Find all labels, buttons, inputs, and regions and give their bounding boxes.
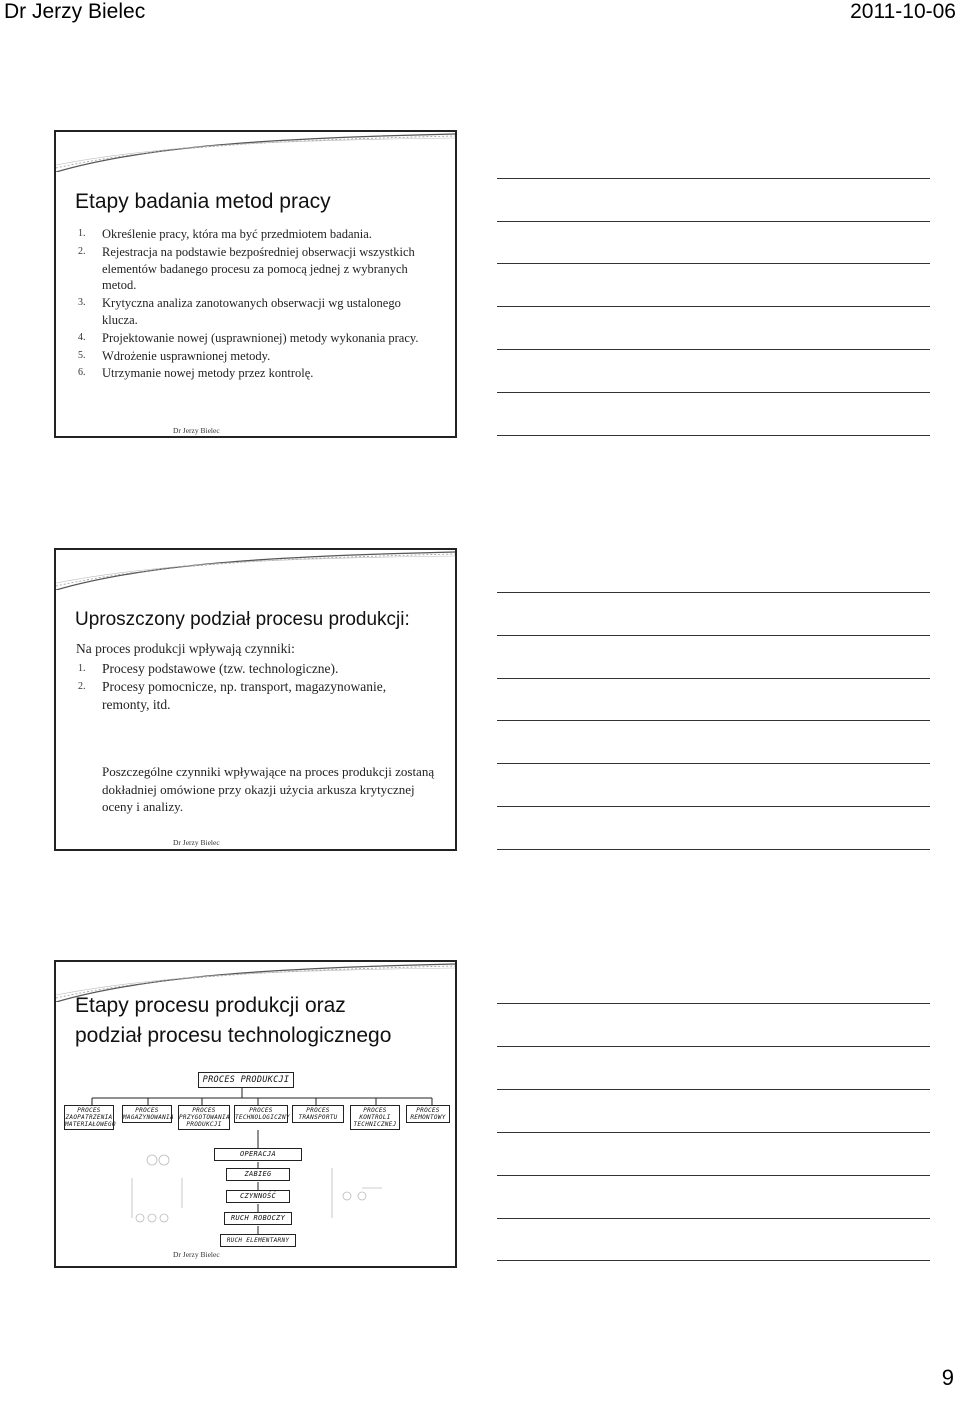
note-line: [497, 392, 930, 393]
note-line: [497, 635, 930, 636]
note-line: [497, 1218, 930, 1219]
note-line: [497, 1089, 930, 1090]
slide-1: [54, 130, 457, 438]
list-text: Wdrożenie usprawnionej metody.: [102, 348, 271, 363]
note-line: [497, 263, 930, 264]
list-item: [78, 244, 435, 294]
note-line: [497, 806, 930, 807]
note-line: [497, 178, 930, 179]
list-item: [78, 365, 435, 382]
note-line: [497, 1003, 930, 1004]
diagram-box-ruch-roboczy: RUCH ROBOCZY: [224, 1212, 292, 1225]
note-line: [497, 678, 930, 679]
note-line: [497, 306, 930, 307]
list-number: 2.: [78, 245, 86, 257]
note-line: [497, 349, 930, 350]
note-line: [497, 435, 930, 436]
note-line: [497, 1175, 930, 1176]
diagram-box-technologiczny: PROCES TECHNOLOGICZNY: [235, 1107, 290, 1121]
slide-title-line-1: Etapy procesu produkcji oraz: [75, 994, 346, 1017]
slide-footer: Dr Jerzy Bielec: [173, 1250, 220, 1259]
slide-decoration-swoosh: [56, 132, 455, 172]
list-text: Procesy podstawowe (tzw. technologiczne).: [102, 661, 339, 676]
factor-list: [78, 660, 435, 714]
list-text: Krytyczna analiza zanotowanych obserwacji wg ustalonego klucza.: [102, 296, 401, 327]
note-line: [497, 720, 930, 721]
list-number: 4.: [78, 331, 86, 343]
list-text: Projektowanie nowej (usprawnionej) metody wykonania pracy.: [102, 330, 419, 345]
slide-3: [54, 960, 457, 1268]
diagram-box-transportu: PROCES TRANSPORTU: [292, 1105, 344, 1123]
list-text: Utrzymanie nowej metody przez kontrolę.: [102, 366, 314, 381]
header-author: Dr Jerzy Bielec: [4, 0, 146, 23]
diagram-box-przygotowania: PROCES PRZYGOTOWANIA PRODUKCJI: [179, 1107, 230, 1128]
note-paragraph: Poszczególne czynniki wpływające na proces produkcji zostaną dokładniej omówione przy okazji użycia arkusza krytycznej oceny i analizy.: [102, 764, 435, 814]
list-number: 3.: [78, 297, 86, 309]
note-line: [497, 592, 930, 593]
note-line: [497, 849, 930, 850]
slide-decoration-swoosh: [56, 550, 455, 590]
list-text: Procesy pomocnicze, np. transport, magazynowanie, remonty, itd.: [102, 679, 387, 712]
list-number: 1.: [78, 228, 86, 239]
slide-title-line-2: podział procesu technologicznego: [75, 1024, 392, 1047]
intro-text: Na proces produkcji wpływają czynniki:: [76, 641, 295, 656]
slide-2: [54, 548, 457, 851]
slide-title: Uproszczony podział procesu produkcji:: [75, 609, 410, 630]
note-line: [497, 1046, 930, 1047]
slide-footer: Dr Jerzy Bielec: [173, 426, 220, 435]
list-number: 6.: [78, 367, 86, 379]
note-line: [497, 763, 930, 764]
list-number: 1.: [78, 663, 86, 674]
list-item: [78, 330, 435, 347]
diagram-box-magazynowania: PROCES MAGAZYNOWANIA: [123, 1107, 174, 1121]
list-text: Określenie pracy, która ma być przedmiotem badania.: [102, 227, 372, 241]
list-number: 2.: [78, 681, 86, 692]
note-line: [497, 1132, 930, 1133]
header-date: 2011-10-06: [850, 0, 956, 23]
diagram-box-kontroli: PROCES KONTROLI TECHNICZNEJ: [350, 1105, 400, 1130]
note-line: [497, 1260, 930, 1261]
list-item: [78, 295, 435, 329]
page-number: 9: [941, 1365, 954, 1390]
diagram-box-zabieg: ZABIEG: [226, 1168, 290, 1181]
diagram-box-czynnosc: CZYNNOŚĆ: [226, 1190, 290, 1203]
diagram-box-ruch-elementarny: RUCH ELEMENTARNY: [220, 1234, 296, 1247]
list-item: [78, 660, 435, 678]
note-line: [497, 221, 930, 222]
diagram-box-remontowy: PROCES REMONTOWY: [406, 1105, 450, 1123]
production-process-diagram: [62, 1068, 452, 1248]
slide-title: Etapy badania metod pracy: [75, 190, 331, 213]
list-item: [78, 348, 435, 365]
slide-footer: Dr Jerzy Bielec: [173, 838, 220, 847]
list-number: 5.: [78, 349, 86, 361]
list-item: [78, 678, 435, 714]
list-item: [78, 226, 435, 243]
diagram-box-operacja: OPERACJA: [214, 1148, 302, 1161]
list-text: Rejestracja na podstawie bezpośredniej obserwacji wszystkich elementów badanego procesu za pomocą jednej z wybranych metod.: [102, 244, 415, 293]
diagram-box-proces-produkcji: PROCES PRODUKCJI: [198, 1072, 294, 1088]
diagram-box-zaopatrzenia: PROCES ZAOPATRZENIA MATERIAŁOWEGO: [65, 1107, 116, 1128]
stage-list: [78, 226, 435, 382]
